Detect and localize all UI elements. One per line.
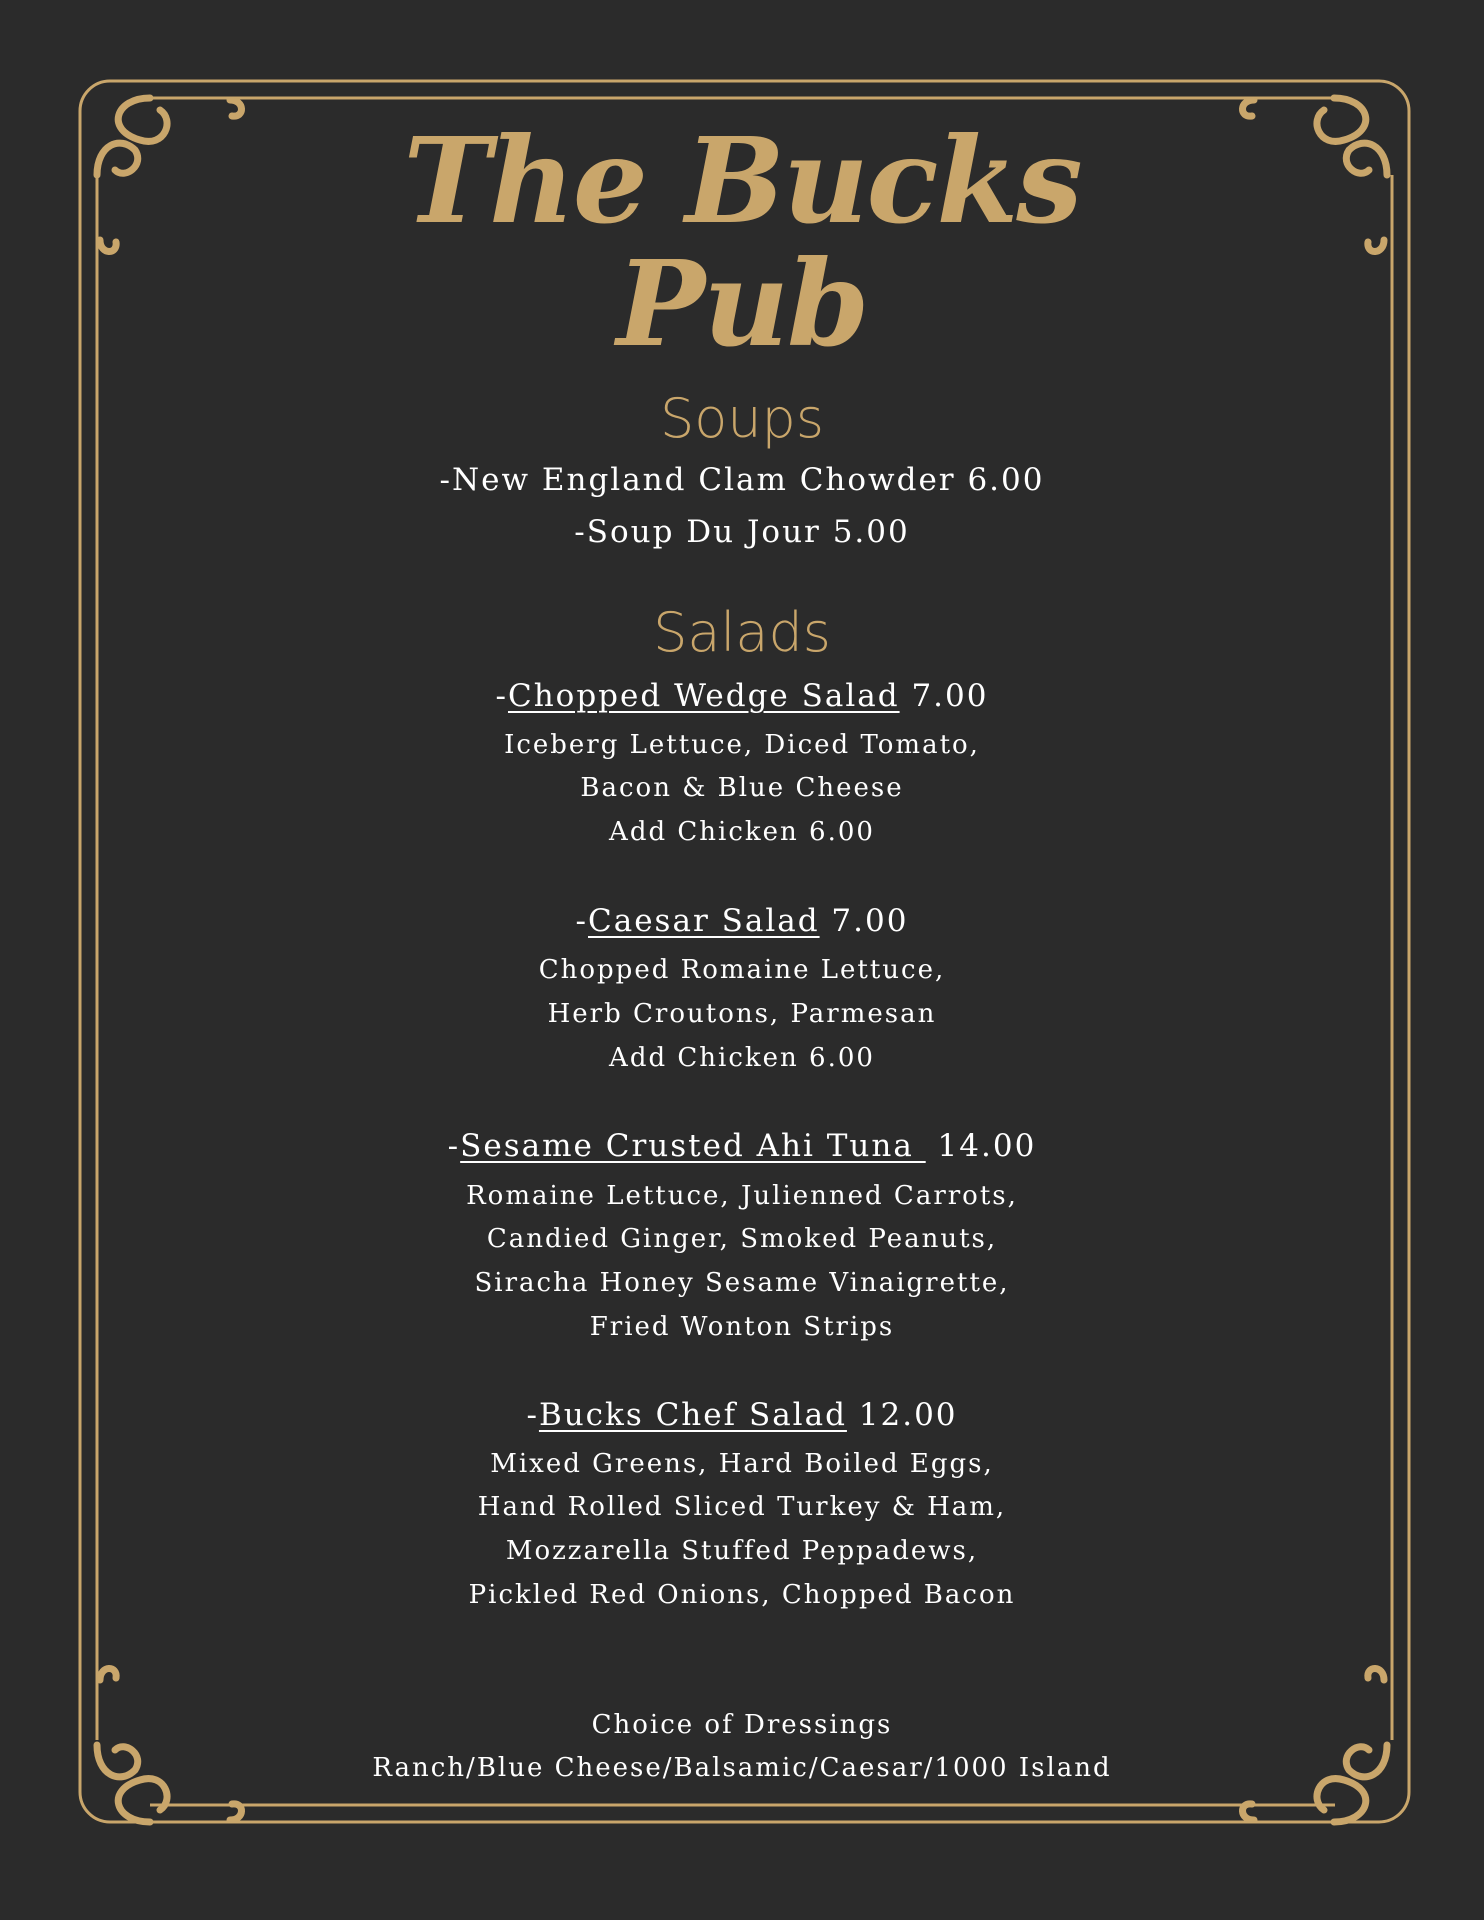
salad-item-title [0, 678, 1484, 714]
item-price: 12.00 [846, 1397, 958, 1433]
item-prefix: - [526, 1397, 539, 1433]
item-name: Caesar Salad [588, 903, 820, 939]
dressings-heading: Choice of Dressings [591, 1710, 893, 1740]
item-detail: Chopped Romaine Lettuce, [538, 955, 946, 985]
soup-item: -Soup Du Jour 5.00 [574, 514, 910, 550]
item-detail: Siracha Honey Sesame Vinaigrette, [474, 1268, 1010, 1298]
item-prefix: - [495, 678, 508, 714]
item-detail: Add Chicken 6.00 [609, 1043, 875, 1073]
item-detail: Mozzarella Stuffed Peppadews, [505, 1536, 979, 1566]
item-detail: Bacon & Blue Cheese [580, 773, 904, 803]
item-price: 7.00 [899, 678, 989, 714]
item-detail: Hand Rolled Sliced Turkey & Ham, [477, 1492, 1007, 1522]
soups-heading: Soups [660, 387, 824, 450]
item-prefix: - [575, 903, 588, 939]
salad-item-title [0, 903, 1484, 939]
item-detail: Romaine Lettuce, Julienned Carrots, [466, 1181, 1018, 1211]
salad-item-title [0, 1397, 1484, 1433]
item-detail: Herb Croutons, Parmesan [547, 999, 937, 1029]
item-detail: Add Chicken 6.00 [609, 817, 875, 847]
soup-item: -New England Clam Chowder 6.00 [439, 462, 1045, 498]
item-prefix: - [447, 1128, 461, 1164]
item-detail: Mixed Greens, Hard Boiled Eggs, [490, 1449, 994, 1479]
item-detail: Candied Ginger, Smoked Peanuts, [486, 1224, 998, 1254]
pub-title-line-1: The Bucks [403, 111, 1081, 250]
salad-item-title [0, 1128, 1484, 1164]
item-name: Chopped Wedge Salad [507, 678, 900, 714]
item-detail: Pickled Red Onions, Chopped Bacon [468, 1580, 1016, 1610]
item-price: 14.00 [925, 1128, 1037, 1164]
salads-heading: Salads [653, 601, 831, 664]
pub-title-line-2: Pub [616, 234, 868, 373]
item-name: Sesame Crusted Ahi Tuna [460, 1128, 926, 1164]
item-detail: Fried Wonton Strips [589, 1312, 895, 1342]
item-price: 7.00 [819, 903, 909, 939]
item-name: Bucks Chef Salad [538, 1397, 847, 1433]
dressings-list: Ranch/Blue Cheese/Balsamic/Caesar/1000 Island [372, 1753, 1112, 1783]
item-detail: Iceberg Lettuce, Diced Tomato, [504, 730, 980, 760]
